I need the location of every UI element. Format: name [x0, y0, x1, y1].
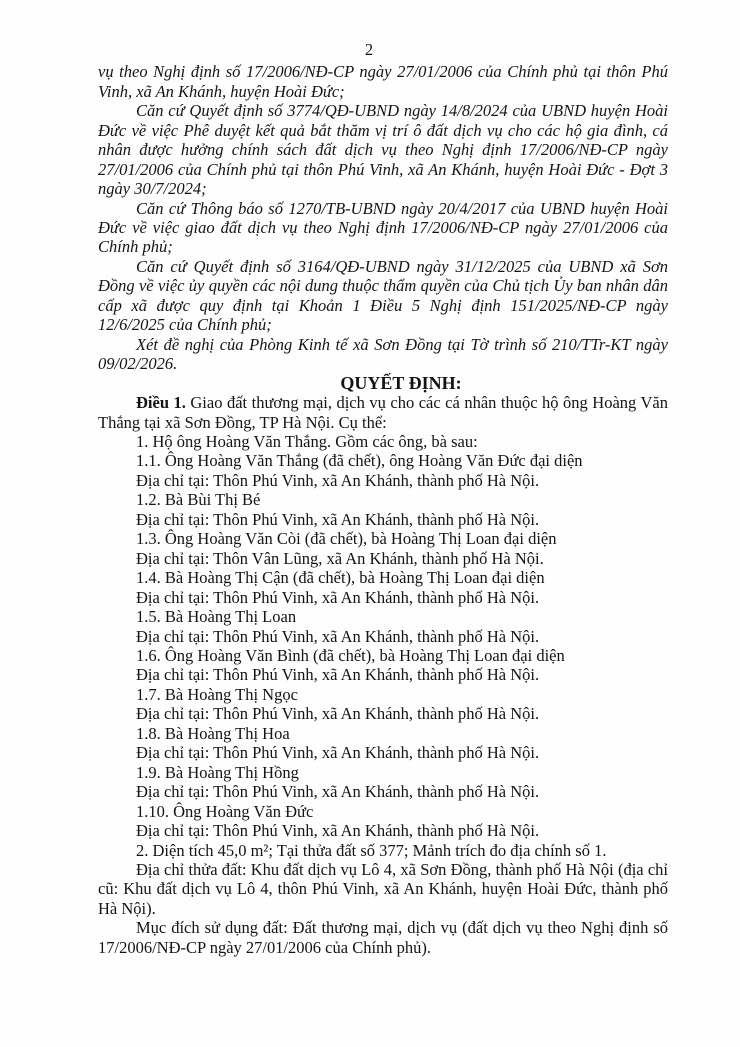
article-line: 1.7. Bà Hoàng Thị Ngọc	[136, 684, 298, 704]
article-line: 1.6. Ông Hoàng Văn Bình (đã chết), bà Hoàng Thị Loan đại diện	[136, 646, 565, 665]
article-line: 1. Hộ ông Hoàng Văn Thắng. Gồm các ông, bà sau:	[136, 432, 478, 452]
preamble-paragraph: Căn cứ Quyết định số 3774/QĐ-UBND ngày 14/8/2024 của UBND huyện Hoài Đức về việc Phê duyệt kết quả bắt thăm vị trí ô đất dịch vụ cho các hộ gia đình, cá nhân được hưởng chính sách đất dịch vụ theo Nghị định 17/2006/NĐ-CP ngày 27/01/2006 của Chính phủ tại thôn Phú Vinh, xã An Khánh, huyện Hoài Đức - Đợt 3 ngày 30/7/2024;	[98, 101, 668, 199]
decision-heading: QUYẾT ĐỊNH:	[340, 372, 462, 393]
preamble-paragraph: Xét đề nghị của Phòng Kinh tế xã Sơn Đồng tại Tờ trình số 210/TTr-KT ngày 09/02/2026.	[98, 334, 668, 374]
article-line: Địa chỉ thửa đất: Khu đất dịch vụ Lô 4, xã Sơn Đồng, thành phố Hà Nội (địa chỉ cũ: Khu đất dịch vụ Lô 4, thôn Phú Vinh, xã An Khánh, huyện Hoài Đức, thành phố Hà Nội).	[98, 859, 668, 918]
article-1-text: Giao đất thương mại, dịch vụ cho các cá nhân thuộc hộ ông Hoàng Văn Thắng tại xã Sơn Đồng, TP Hà Nội. Cụ thể:	[98, 393, 668, 432]
article-line: 1.10. Ông Hoàng Văn Đức	[136, 801, 314, 821]
article-line: Địa chỉ tại: Thôn Phú Vinh, xã An Khánh, thành phố Hà Nội.	[136, 665, 540, 685]
article-line: 2. Diện tích 45,0 m²; Tại thửa đất số 377; Mảnh trích đo địa chính số 1.	[136, 840, 607, 860]
article-line: 1.9. Bà Hoàng Thị Hồng	[136, 762, 299, 782]
article-line: Địa chỉ tại: Thôn Phú Vinh, xã An Khánh, thành phố Hà Nội.	[136, 470, 540, 490]
article-1-paragraph	[98, 393, 668, 432]
article-line: 1.8. Bà Hoàng Thị Hoa	[136, 723, 290, 743]
article-1-body	[98, 432, 668, 957]
article-line: Địa chỉ tại: Thôn Phú Vinh, xã An Khánh, thành phố Hà Nội.	[136, 626, 540, 646]
article-line: Địa chỉ tại: Thôn Phú Vinh, xã An Khánh, thành phố Hà Nội.	[136, 743, 540, 763]
article-line: 1.3. Ông Hoàng Văn Còi (đã chết), bà Hoàng Thị Loan đại diện	[136, 529, 557, 549]
article-line: 1.4. Bà Hoàng Thị Cận (đã chết), bà Hoàng Thị Loan đại diện	[136, 568, 545, 588]
article-line: 1.1. Ông Hoàng Văn Thắng (đã chết), ông Hoàng Văn Đức đại diện	[136, 451, 583, 471]
article-1-label: Điều 1.	[136, 393, 186, 413]
article-line: Địa chỉ tại: Thôn Phú Vinh, xã An Khánh, thành phố Hà Nội.	[136, 587, 540, 607]
preamble-paragraph: vụ theo Nghị định số 17/2006/NĐ-CP ngày 27/01/2006 của Chính phủ tại thôn Phú Vinh, xã An Khánh, huyện Hoài Đức;	[98, 62, 668, 101]
page-number: 2	[364, 40, 374, 59]
article-line: Địa chỉ tại: Thôn Vân Lũng, xã An Khánh, thành phố Hà Nội.	[136, 548, 544, 568]
article-line: Mục đích sử dụng đất: Đất thương mại, dịch vụ (đất dịch vụ theo Nghị định số 17/2006/NĐ-CP ngày 27/01/2006 của Chính phủ).	[98, 918, 668, 957]
article-line: 1.5. Bà Hoàng Thị Loan	[136, 607, 297, 627]
preamble-section	[98, 62, 668, 373]
article-line: Địa chỉ tại: Thôn Phú Vinh, xã An Khánh, thành phố Hà Nội.	[136, 782, 540, 802]
preamble-paragraph: Căn cứ Thông báo số 1270/TB-UBND ngày 20/4/2017 của UBND huyện Hoài Đức về việc giao đất dịch vụ theo Nghị định 17/2006/NĐ-CP ngày 27/01/2006 của Chính phủ;	[98, 198, 668, 257]
article-line: Địa chỉ tại: Thôn Phú Vinh, xã An Khánh, thành phố Hà Nội.	[136, 704, 540, 724]
article-line: Địa chỉ tại: Thôn Phú Vinh, xã An Khánh, thành phố Hà Nội.	[136, 509, 540, 529]
article-line: Địa chỉ tại: Thôn Phú Vinh, xã An Khánh, thành phố Hà Nội.	[136, 821, 540, 841]
preamble-paragraph: Căn cứ Quyết định số 3164/QĐ-UBND ngày 31/12/2025 của UBND xã Sơn Đồng về việc ủy quyền các nội dung thuộc thẩm quyền của Chủ tịch Ủy ban nhân dân cấp xã được quy định tại Khoản 1 Điều 5 Nghị định 151/2025/NĐ-CP ngày 12/6/2025 của Chính phủ;	[98, 256, 668, 335]
article-line: 1.2. Bà Bùi Thị Bé	[136, 490, 261, 510]
